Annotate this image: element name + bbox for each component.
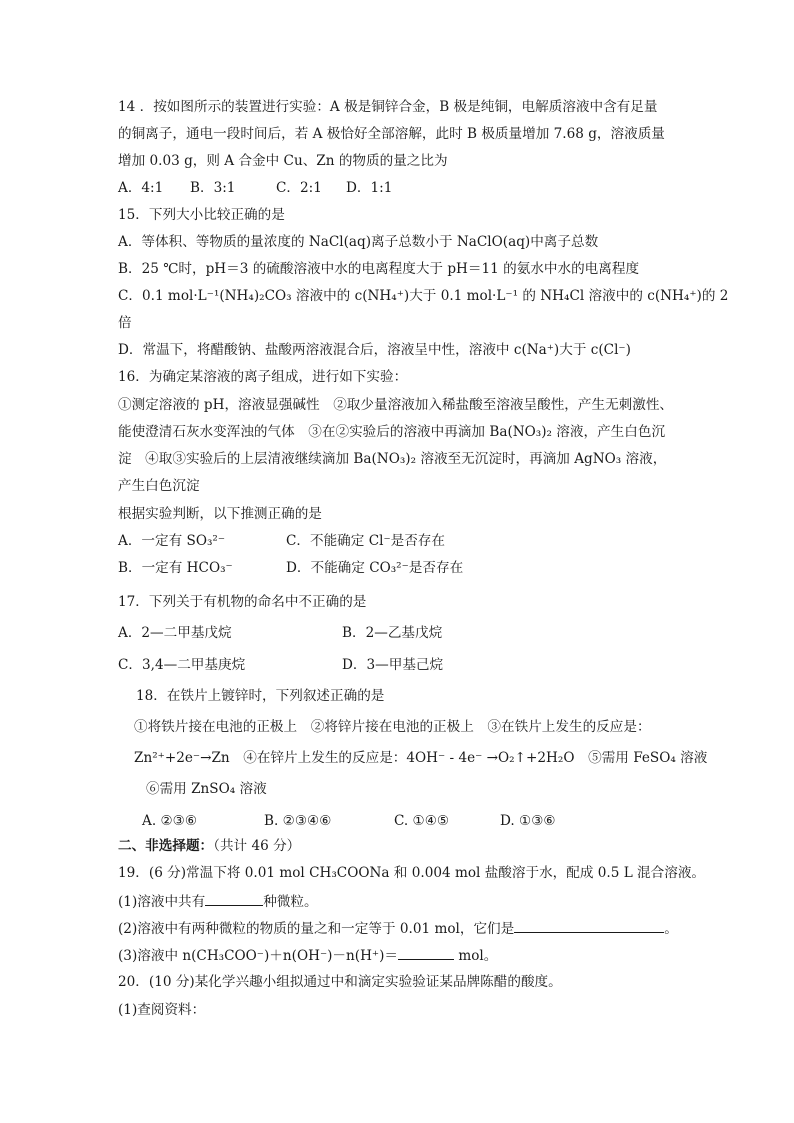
q16-option-a: A．一定有 SO₃²⁻ [118, 533, 226, 549]
q16-line-1: ①测定溶液的 pH，溶液显强碱性 ②取少量溶液加入稀盐酸至溶液呈酸性，产生无刺激性、 [118, 397, 674, 413]
q16-option-b: B．一定有 HCO₃⁻ [118, 560, 233, 576]
q14-line-1: 14 ．按如图所示的装置进行实验：A 极是铜锌合金，B 极是纯铜，电解质溶液中含有足量 [118, 99, 658, 115]
q18-stem: 18．在铁片上镀锌时，下列叙述正确的是 [136, 688, 385, 704]
q15-option-d: D．常温下，将醋酸钠、盐酸两溶液混合后，溶液呈中性，溶液中 c(Na⁺)大于 c(Cl⁻) [118, 342, 631, 358]
section-heading [118, 836, 300, 856]
q19-part-1-text: (1)溶液中共有 [118, 894, 206, 910]
q16-options-row-1 [118, 531, 445, 551]
q15-stem: 15．下列大小比较正确的是 [118, 207, 285, 223]
q20-part-1: (1)查阅资料： [118, 1002, 206, 1018]
section-title: 二、非选择题： [118, 838, 214, 854]
q16-option-d: D．不能确定 CO₃²⁻是否存在 [286, 560, 464, 576]
q18-option-c: C. ①④⑤ [394, 813, 450, 829]
q14-option-b: B．3:1 [190, 180, 236, 196]
q16-line-3: 淀 ④取③实验后的上层清液继续滴加 Ba(NO₃)₂ 溶液至无沉淀时，再滴加 AgNO₃ 溶液， [118, 451, 667, 467]
q19-blank-2[interactable] [514, 918, 664, 933]
q14-option-d: D．1:1 [346, 180, 393, 196]
q19-part-2-suffix: 。 [664, 921, 678, 937]
q19-part-1 [118, 891, 318, 912]
q17-option-c: C．3,4—二甲基庚烷 [118, 657, 246, 673]
q18-option-d: D. ①③⑥ [500, 813, 556, 829]
q15-option-b: B．25 ℃时，pH＝3 的硫酸溶液中水的电离程度大于 pH＝11 的氨水中水的电离程度 [118, 261, 640, 277]
q20-stem: 20．(10 分)某化学兴趣小组拟通过中和滴定实验验证某品牌陈醋的酸度。 [118, 974, 562, 990]
q17-options-row-2 [118, 655, 443, 675]
q16-stem: 16．为确定某溶液的离子组成，进行如下实验： [118, 369, 408, 385]
q16-option-c: C．不能确定 Cl⁻是否存在 [286, 533, 445, 549]
q17-option-b: B．2—乙基戊烷 [342, 625, 443, 641]
q19-blank-3[interactable] [398, 945, 454, 960]
q19-blank-1[interactable] [205, 891, 263, 906]
q19-part-3-text: (3)溶液中 n(CH₃COO⁻)＋n(OH⁻)－n(H⁺)＝ [118, 948, 398, 964]
q19-part-3 [118, 945, 497, 966]
q19-part-1-suffix: 种微粒。 [263, 894, 318, 910]
q16-line-4: 产生白色沉淀 [118, 478, 200, 494]
q17-option-a: A．2—二甲基戊烷 [118, 625, 232, 641]
q15-option-c-line-2: 倍 [118, 315, 132, 331]
q19-stem: 19．(6 分)常温下将 0.01 mol CH₃COONa 和 0.004 mol 盐酸溶于水，配成 0.5 L 混合溶液。 [118, 865, 706, 881]
q18-line-3: ⑥需用 ZnSO₄ 溶液 [146, 781, 267, 797]
q14-line-2: 的铜离子，通电一段时间后，若 A 极恰好全部溶解，此时 B 极质量增加 7.68 g，溶液质量 [118, 126, 665, 142]
q14-line-3: 增加 0.03 g，则 A 合金中 Cu、Zn 的物质的量之比为 [118, 153, 448, 169]
q15-option-c-line-1: C．0.1 mol·L⁻¹(NH₄)₂CO₃ 溶液中的 c(NH₄⁺)大于 0.1 mol·L⁻¹ 的 NH₄Cl 溶液中的 c(NH₄⁺)的 2 [118, 288, 729, 304]
q14-options [118, 178, 392, 198]
q18-line-2: Zn²⁺+2e⁻→Zn ④在锌片上发生的反应是：4OH⁻ - 4e⁻ →O₂↑+2H₂O ⑤需用 FeSO₄ 溶液 [134, 750, 708, 766]
q14-option-c: C．2:1 [276, 180, 322, 196]
q17-options-row-1 [118, 623, 442, 643]
q19-part-3-suffix: mol。 [454, 948, 498, 964]
q17-option-d: D．3—甲基己烷 [342, 657, 444, 673]
q19-part-2 [118, 918, 678, 939]
q16-line-2: 能使澄清石灰水变浑浊的气体 ③在②实验后的溶液中再滴加 Ba(NO₃)₂ 溶液，产生白色沉 [118, 424, 666, 440]
q19-part-2-text: (2)溶液中有两种微粒的物质的量之和一定等于 0.01 mol，它们是 [118, 921, 515, 937]
q15-option-a: A．等体积、等物质的量浓度的 NaCl(aq)离子总数小于 NaClO(aq)中离子总数 [118, 234, 599, 250]
q18-options [142, 811, 556, 831]
section-note: （共计 46 分） [213, 838, 301, 854]
q16-judge: 根据实验判断，以下推测正确的是 [118, 506, 322, 522]
q18-line-1: ①将铁片接在电池的正极上 ②将锌片接在电池的正极上 ③在铁片上发生的反应是： [134, 719, 651, 735]
q16-options-row-2 [118, 558, 463, 578]
q18-option-a: A. ②③⑥ [142, 813, 198, 829]
q18-option-b: B. ②③④⑥ [264, 813, 332, 829]
q14-option-a: A．4:1 [118, 180, 164, 196]
q17-stem: 17．下列关于有机物的命名中不正确的是 [118, 594, 367, 610]
